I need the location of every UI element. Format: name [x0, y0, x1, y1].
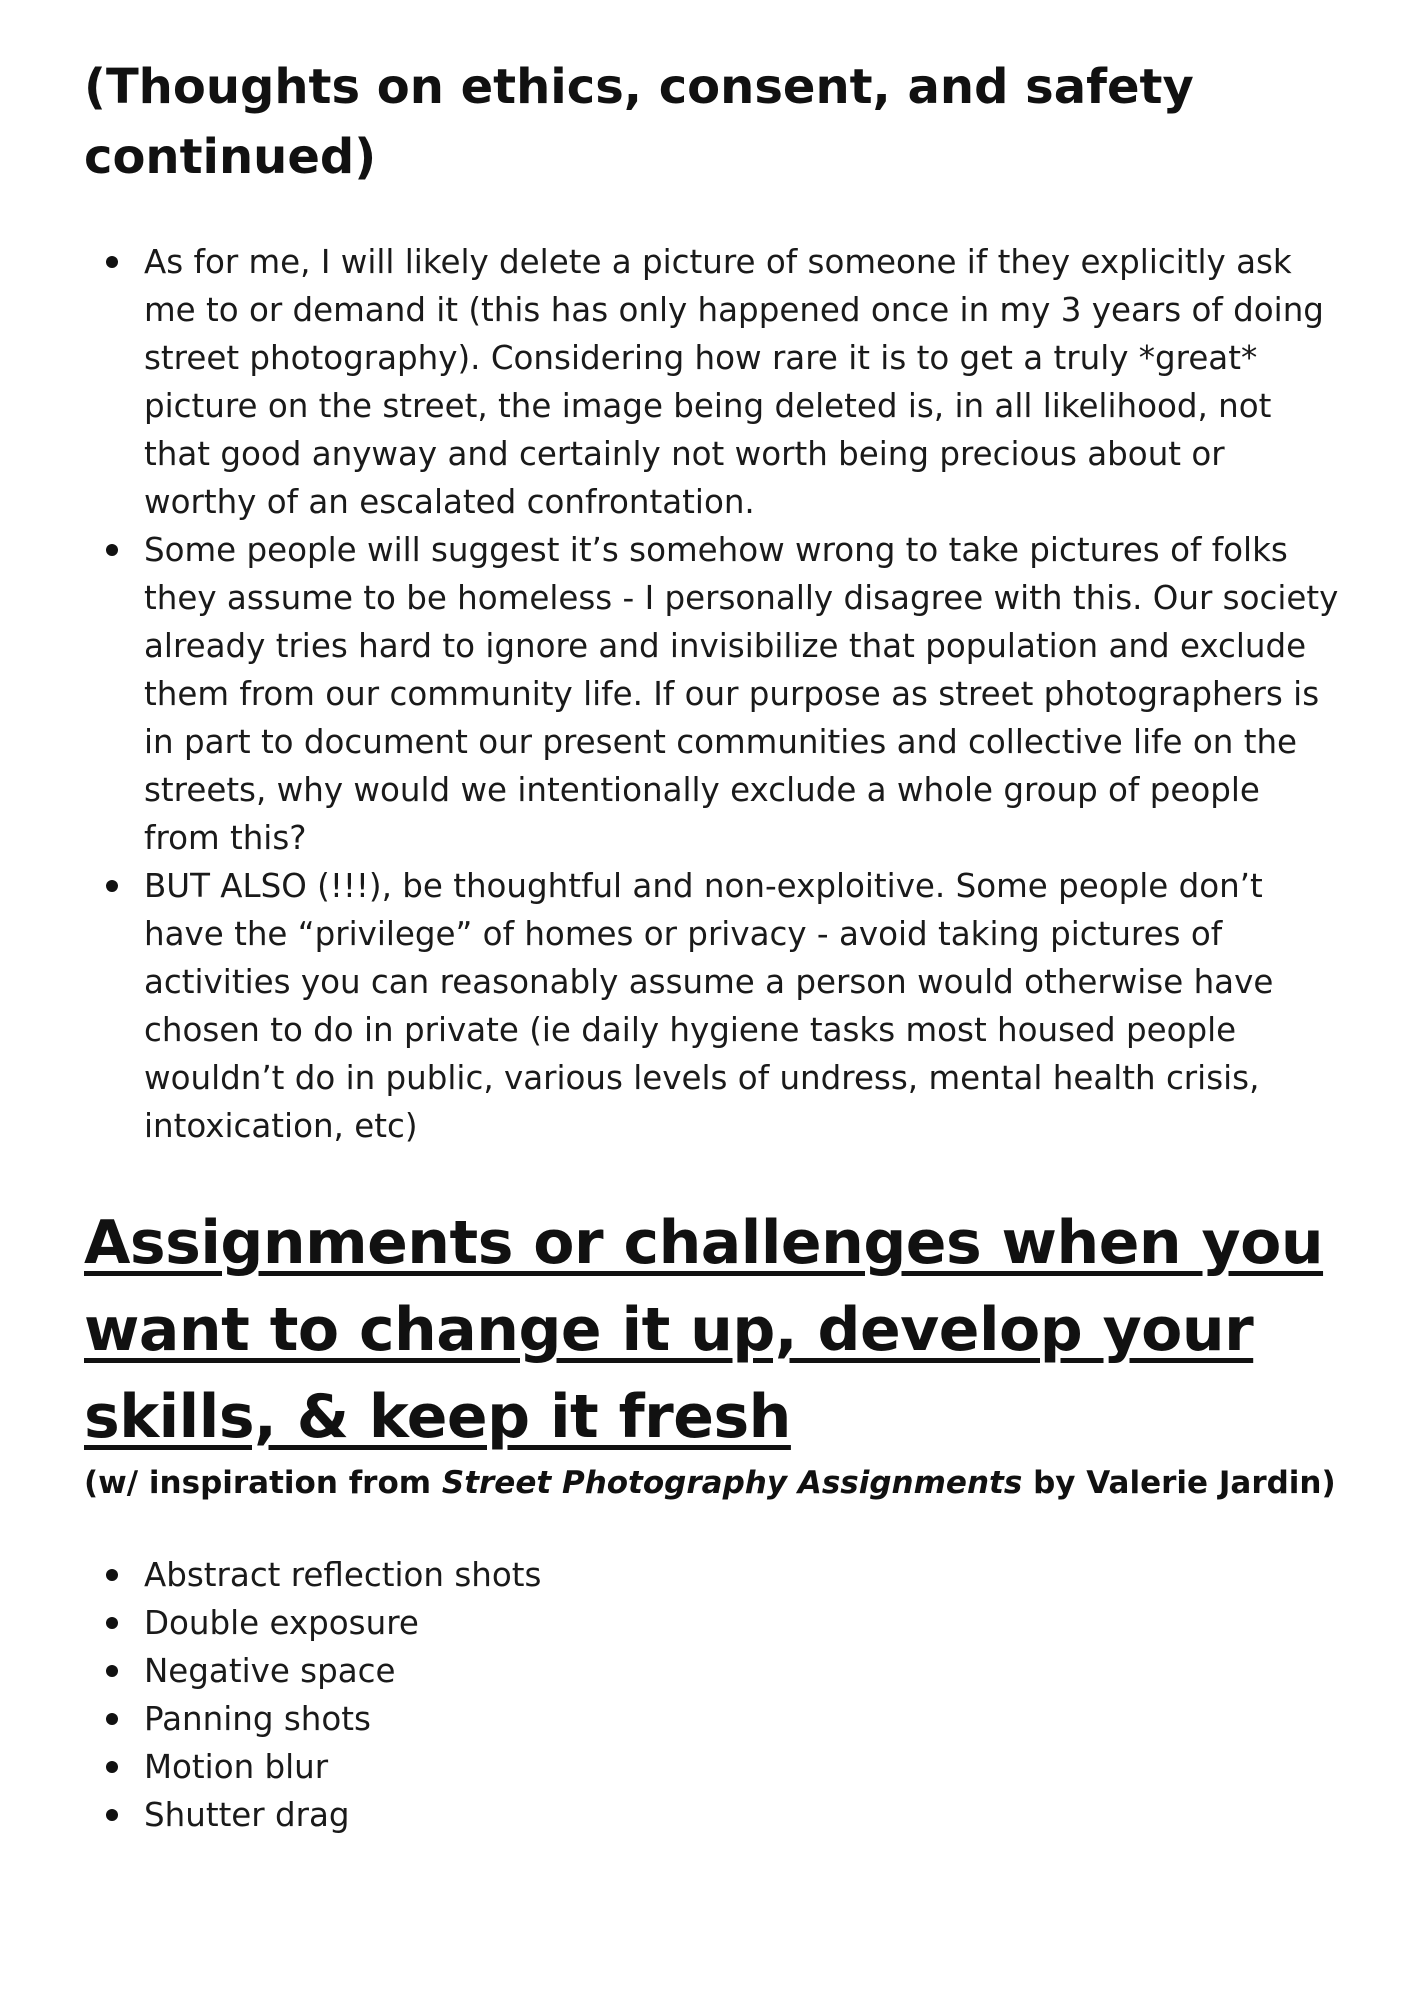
section-continued-title: (Thoughts on ethics, consent, and safety continued) — [84, 59, 1194, 185]
ethics-bullet-list — [84, 238, 1344, 1150]
assignment-item: Double exposure — [84, 1599, 1344, 1647]
assignment-item: Abstract reflection shots — [84, 1551, 1344, 1599]
inspiration-suffix: by Valerie Jardin) — [1022, 1465, 1336, 1501]
ethics-bullet-delete-picture: As for me, I will likely delete a picture of someone if they explicitly ask me to or demand it (this has only happened once in my 3 years of doing street photography). Considering how rare it is to get a truly *great* picture on the street, the image being deleted is, in all likelihood, not that good anyway and certainly not worth being precious about or worthy of an escalated confrontation. — [84, 238, 1344, 526]
ethics-bullet-homeless-photos: Some people will suggest it’s somehow wrong to take pictures of folks they assume to be homeless - I personally disagree with this. Our society already tries hard to ignore and invisibilize that population and exclude them from our community life. If our purpose as street photographers is in part to document our present communities and collective life on the streets, why would we intentionally exclude a whole group of people from this? — [84, 526, 1344, 862]
assignment-item: Panning shots — [84, 1695, 1344, 1743]
document-page — [84, 52, 1344, 1839]
assignment-item: Shutter drag — [84, 1791, 1344, 1839]
assignment-item: Motion blur — [84, 1743, 1344, 1791]
assignment-item: Negative space — [84, 1647, 1344, 1695]
ethics-bullet-non-exploitive: BUT ALSO (!!!), be thoughtful and non-exploitive. Some people don’t have the “privilege” of homes or privacy - avoid taking pictures of activities you can reasonably assume a person would otherwise have chosen to do in private (ie daily hygiene tasks most housed people wouldn’t do in public, various levels of undress, mental health crisis, intoxication, etc) — [84, 862, 1344, 1150]
assignments-heading: Assignments or challenges when you want to change it up, develop your skills, & keep it fresh — [84, 1208, 1324, 1452]
inspiration-prefix: (w/ inspiration from — [84, 1465, 442, 1501]
assignments-list — [84, 1551, 1344, 1839]
inspiration-credit — [84, 1461, 1344, 1505]
inspiration-book-title: Street Photography Assignments — [441, 1465, 1023, 1501]
